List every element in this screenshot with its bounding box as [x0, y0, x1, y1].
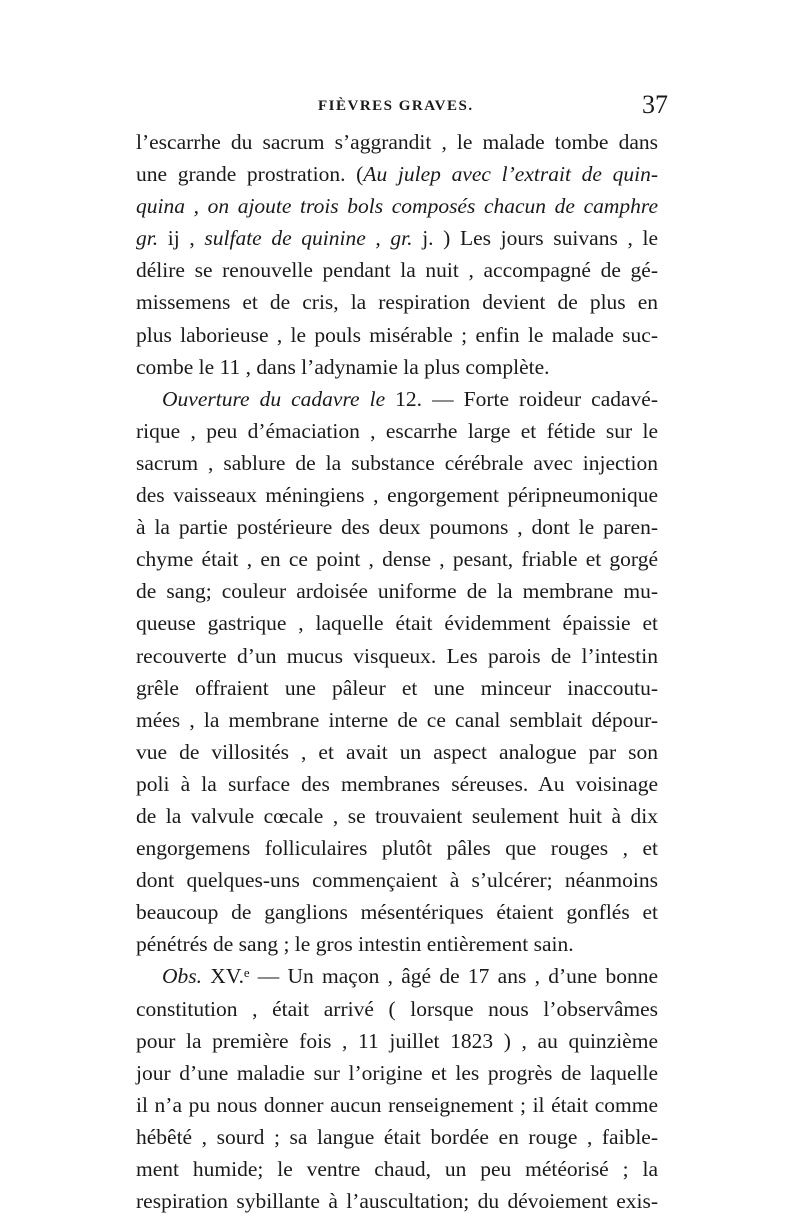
- text-run: grêle offraient une pâleur et une minceur inaccoutu-: [136, 675, 658, 700]
- text-run: respiration sybillante à l’auscultation; du dévoiement exis-: [136, 1189, 658, 1214]
- text-line: [136, 800, 658, 832]
- text-line: [136, 1025, 658, 1057]
- text-line: [136, 1057, 658, 1089]
- text-run: hébêté , sourd ; sa langue était bordée en rouge , faible-: [136, 1124, 658, 1149]
- text-run: ij ,: [158, 226, 205, 251]
- text-line: [136, 864, 658, 896]
- text-run: sacrum , sablure de la substance cérébrale avec injection: [136, 450, 658, 475]
- text-run: pour la première fois , 11 juillet 1823 ) , au quinzième: [136, 1028, 658, 1053]
- text-line: [136, 575, 658, 607]
- text-line: [136, 704, 658, 736]
- text-run: une grande prostration. (: [136, 162, 364, 187]
- text-line: [136, 640, 658, 672]
- text-line: [136, 1185, 658, 1217]
- text-line: [136, 1121, 658, 1153]
- text-run: dont quelques-uns commençaient à s’ulcérer; néanmoins: [136, 868, 658, 893]
- text-line: [136, 447, 658, 479]
- text-line: [136, 222, 658, 254]
- text-line: [136, 351, 658, 383]
- text-run: chyme était , en ce point , dense , pesant, friable et gorgé: [136, 547, 658, 572]
- italic-text: Au julep avec l’extrait de quin-: [363, 162, 658, 187]
- text-run: vue de villosités , et avait un aspect analogue par son: [136, 739, 658, 764]
- text-line: [136, 383, 658, 415]
- text-line: [136, 672, 658, 704]
- text-run: pénétrés de sang ; le gros intestin entièrement sain.: [136, 932, 574, 957]
- text-run: poli à la surface des membranes séreuses. Au voisinage: [136, 771, 658, 796]
- italic-text: gr.: [136, 226, 159, 251]
- text-line: [136, 254, 658, 286]
- text-line: [136, 190, 658, 222]
- text-line: [136, 960, 658, 992]
- italic-text: quina , on ajoute trois bols composés chacun de camphre: [136, 194, 658, 219]
- text-run: jour d’une maladie sur l’origine et les progrès de laquelle: [136, 1060, 658, 1085]
- text-line: [136, 286, 658, 318]
- text-run: de la valvule cœcale , se trouvaient seulement huit à dix: [136, 803, 658, 828]
- italic-text: Ouverture du cadavre le: [162, 386, 386, 411]
- text-run: 12. — Forte roideur cadavé-: [385, 386, 658, 411]
- text-line: [136, 479, 658, 511]
- text-line: [136, 607, 658, 639]
- text-line: [136, 1089, 658, 1121]
- text-run: recouverte d’un mucus visqueux. Les parois de l’intestin: [136, 643, 658, 668]
- text-run: missemens et de cris, la respiration devient de plus en: [136, 290, 658, 315]
- running-head: [160, 90, 680, 126]
- text-run: beaucoup de ganglions mésentériques étaient gonflés et: [136, 900, 658, 925]
- body-text: [136, 126, 658, 1217]
- running-title: FIÈVRES GRAVES.: [318, 98, 474, 114]
- text-line: [136, 928, 658, 960]
- text-line: [136, 896, 658, 928]
- text-run: queuse gastrique , laquelle était évidemment épaissie et: [136, 611, 658, 636]
- text-line: [136, 126, 658, 158]
- text-line: [136, 319, 658, 351]
- text-run: de sang; couleur ardoisée uniforme de la membrane mu-: [136, 579, 658, 604]
- text-run: plus laborieuse , le pouls misérable ; enfin le malade suc-: [136, 322, 658, 347]
- text-run: délire se renouvelle pendant la nuit , accompagné de gé-: [136, 258, 658, 283]
- page-number: 37: [642, 90, 668, 119]
- text-run: XV.ᵉ — Un maçon , âgé de 17 ans , d’une bonne: [202, 964, 658, 989]
- text-run: il n’a pu nous donner aucun renseignement ; il était comme: [136, 1092, 658, 1117]
- text-line: [136, 158, 658, 190]
- text-run: des vaisseaux méningiens , engorgement péripneumonique: [136, 483, 658, 508]
- text-run: combe le 11 , dans l’adynamie la plus complète.: [136, 354, 550, 379]
- text-line: [136, 993, 658, 1025]
- text-line: [136, 511, 658, 543]
- text-run: j. ) Les jours suivans , le: [412, 226, 658, 251]
- text-line: [136, 543, 658, 575]
- text-line: [136, 736, 658, 768]
- text-line: [136, 415, 658, 447]
- text-run: mées , la membrane interne de ce canal semblait dépour-: [136, 707, 658, 732]
- text-run: ment humide; le ventre chaud, un peu météorisé ; la: [136, 1157, 658, 1181]
- text-line: [136, 832, 658, 864]
- text-run: constitution , était arrivé ( lorsque nous l’observâmes: [136, 996, 658, 1021]
- text-line: [136, 768, 658, 800]
- text-run: l’escarrhe du sacrum s’aggrandit , le malade tombe dans: [136, 130, 658, 154]
- text-run: à la partie postérieure des deux poumons , dont le paren-: [136, 515, 658, 540]
- italic-text: sulfate de quinine , gr.: [204, 226, 413, 251]
- text-run: engorgemens folliculaires plutôt pâles que rouges , et: [136, 836, 658, 861]
- text-line: [136, 1153, 658, 1185]
- italic-text: Obs.: [162, 964, 203, 989]
- text-run: rique , peu d’émaciation , escarrhe large et fétide sur le: [136, 418, 658, 443]
